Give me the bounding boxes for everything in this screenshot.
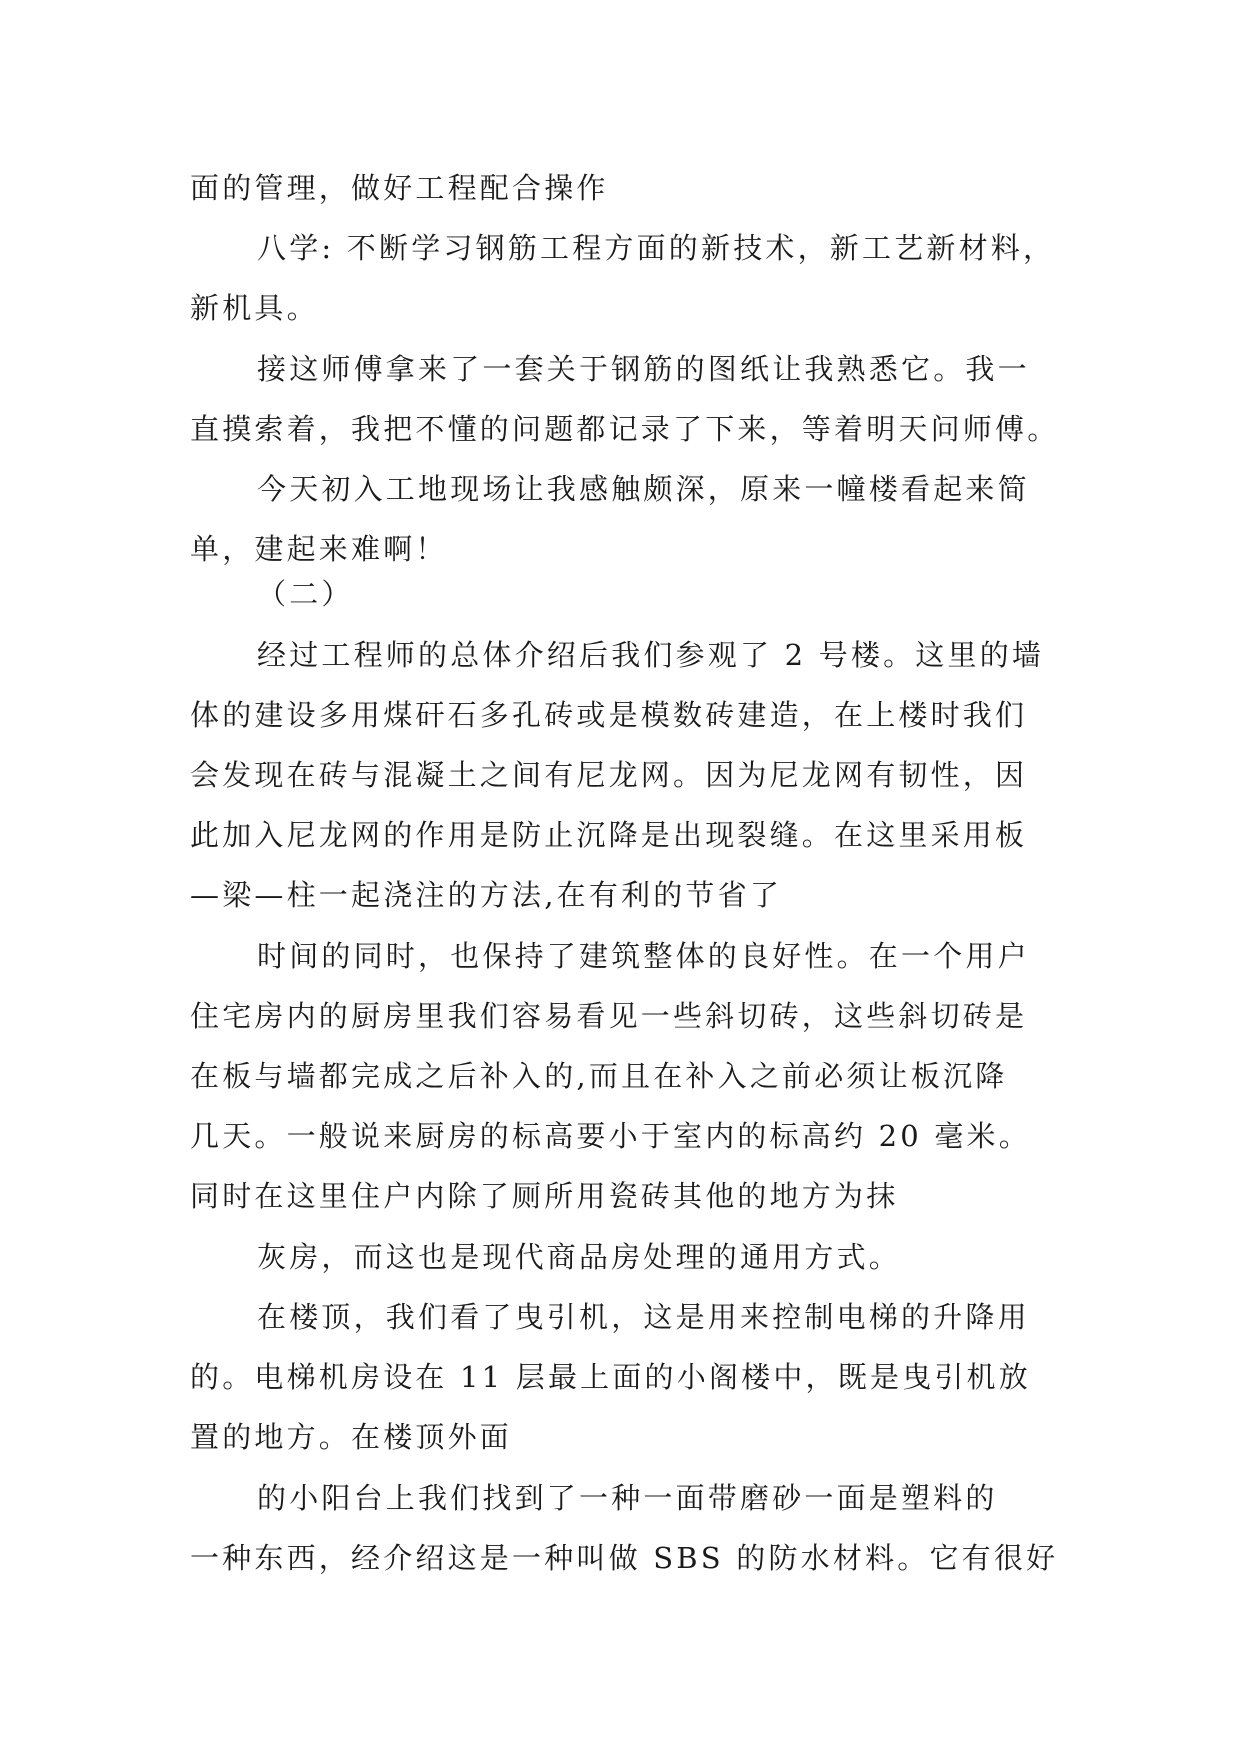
text-line: 今天初入工地现场让我感触颇深，原来一幢楼看起来简 xyxy=(257,472,1030,506)
text-line: 经过工程师的总体介绍后我们参观了 2 号楼。这里的墙 xyxy=(257,638,1045,672)
text-line: 时间的同时，也保持了建筑整体的良好性。在一个用户 xyxy=(257,939,1030,973)
text-line: 在板与墙都完成之后补入的,而且在补入之前必须让板沉降 xyxy=(190,1059,1008,1093)
text-line: 接这师傅拿来了一套关于钢筋的图纸让我熟悉它。我一 xyxy=(257,352,1030,386)
text-line: 住宅房内的厨房里我们容易看见一些斜切砖，这些斜切砖是 xyxy=(190,999,1028,1033)
section-heading: （二） xyxy=(257,577,354,611)
text-line: 此加入尼龙网的作用是防止沉降是出现裂缝。在这里采用板 xyxy=(190,818,1028,852)
text-line: 置的地方。在楼顶外面 xyxy=(190,1420,513,1454)
text-line: —梁—柱一起浇注的方法,在有利的节省了 xyxy=(190,878,783,912)
text-line: 直摸索着，我把不懂的问题都记录了下来，等着明天问师傅。 xyxy=(190,412,1060,446)
text-line: 在楼顶，我们看了曳引机，这是用来控制电梯的升降用 xyxy=(257,1300,1030,1334)
text-line: 几天。一般说来厨房的标高要小于室内的标高约 20 毫米。 xyxy=(190,1119,1031,1153)
text-line: 八学: 不断学习钢筋工程方面的新技术，新工艺新材料， xyxy=(257,231,1056,265)
text-line: 面的管理，做好工程配合操作 xyxy=(190,171,609,205)
text-line: 的。电梯机房设在 11 层最上面的小阁楼中，既是曳引机放 xyxy=(190,1360,1031,1394)
text-line: 一种东西，经介绍这是一种叫做 SBS 的防水材料。它有很好 xyxy=(190,1541,1059,1575)
text-line: 的小阳台上我们找到了一种一面带磨砂一面是塑料的 xyxy=(257,1481,998,1515)
text-line: 单，建起来难啊！ xyxy=(190,532,448,566)
text-line: 灰房，而这也是现代商品房处理的通用方式。 xyxy=(257,1240,902,1274)
text-line: 会发现在砖与混凝土之间有尼龙网。因为尼龙网有韧性，因 xyxy=(190,758,1028,792)
text-line: 同时在这里住户内除了厕所用瓷砖其他的地方为抹 xyxy=(190,1179,899,1213)
text-line: 体的建设多用煤矸石多孔砖或是模数砖建造，在上楼时我们 xyxy=(190,698,1028,732)
text-line: 新机具。 xyxy=(190,291,319,325)
